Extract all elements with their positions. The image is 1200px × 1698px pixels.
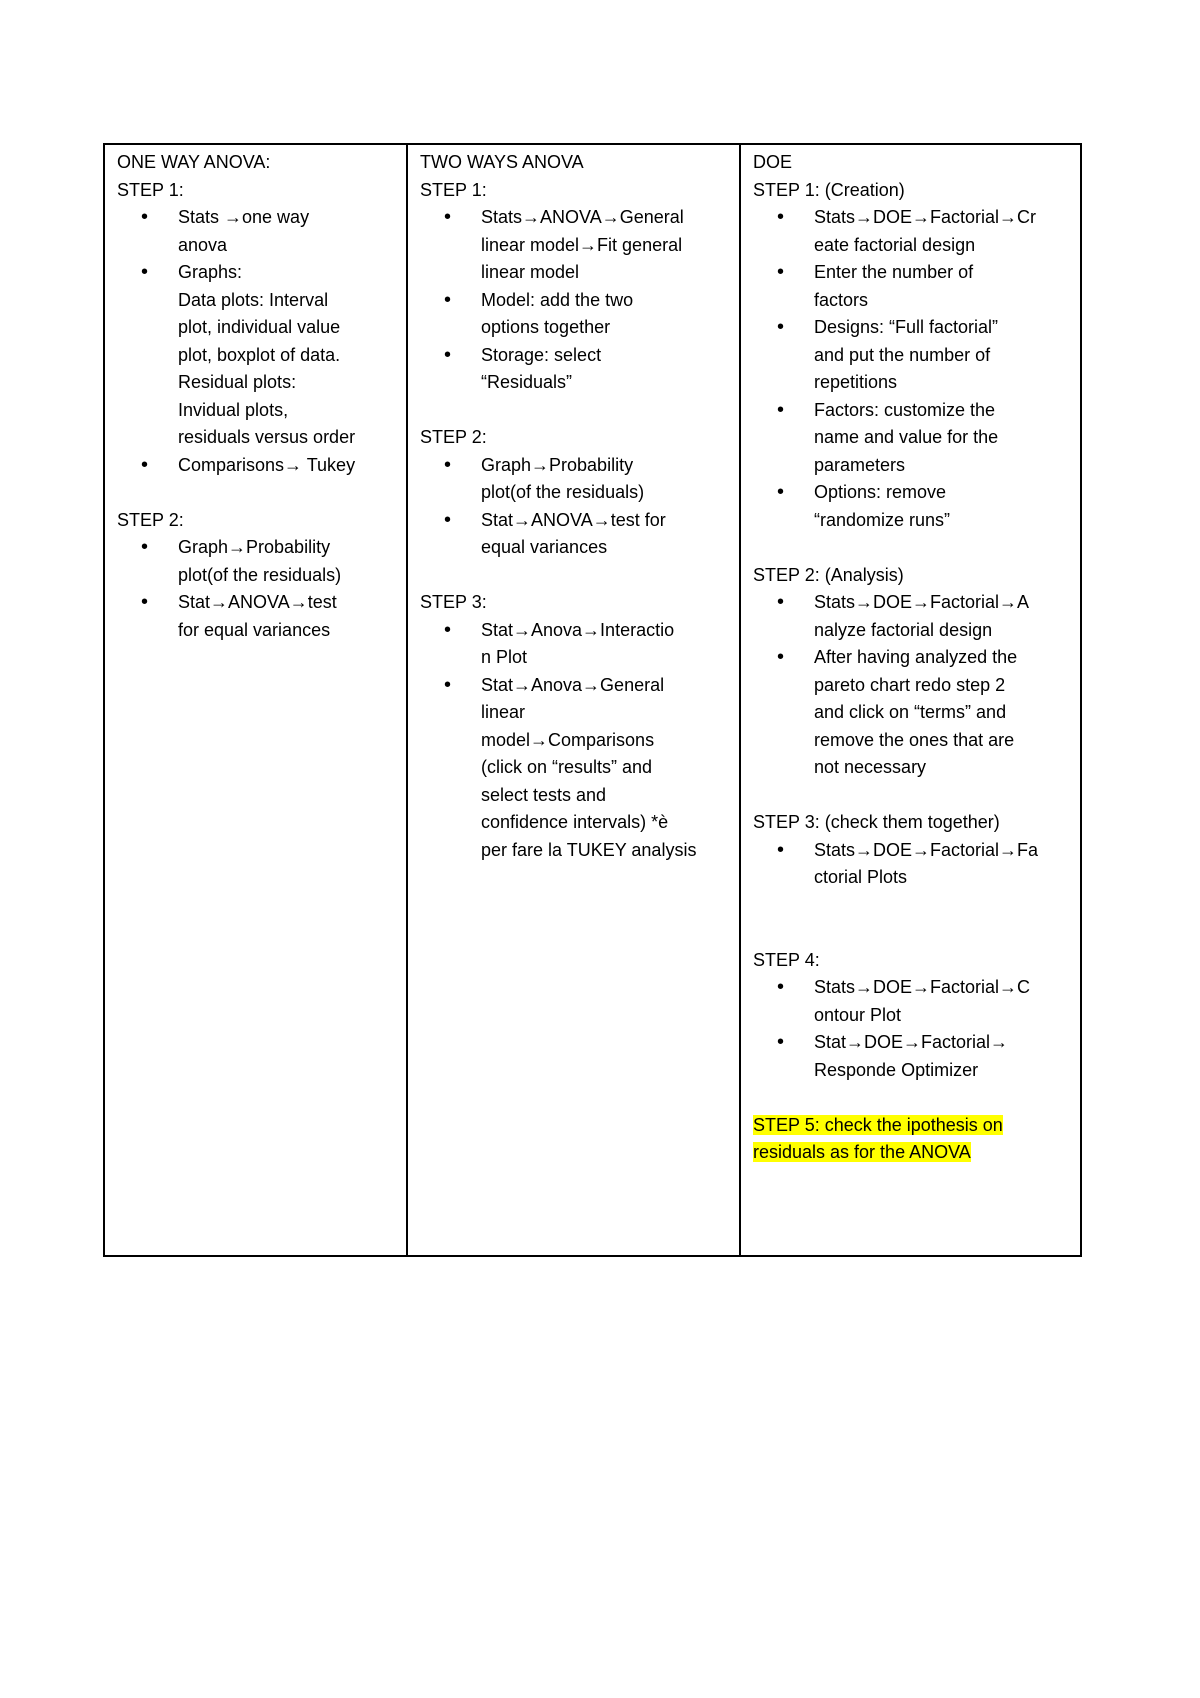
list-item-text: equal variances: [481, 537, 608, 557]
list-item-text: • Stats→DOE→Factorial→Cr: [814, 207, 1037, 227]
step-section: [753, 177, 1070, 535]
bullet-list: [420, 204, 729, 397]
list-item: [481, 287, 729, 342]
list-item-text: ontour Plot: [814, 1004, 902, 1025]
list-item-text: select tests and: [481, 784, 607, 805]
list-item: [178, 204, 396, 259]
step-section: [117, 177, 396, 480]
list-item-text: • Enter the number of: [814, 262, 974, 282]
spacer: [753, 782, 1070, 810]
list-item-text: ctorial Plots: [814, 867, 908, 887]
step-heading: STEP 2:: [420, 427, 487, 447]
bullet-list: [753, 974, 1070, 1084]
spacer: [420, 562, 729, 590]
step-section: [420, 177, 729, 397]
list-item: [178, 259, 396, 452]
list-item-text: name and value for the: [814, 427, 999, 447]
step-section: [753, 947, 1070, 1085]
list-item: [481, 452, 729, 507]
step-section: [420, 424, 729, 562]
highlighted-note-text: STEP 5: check the ipothesis on: [753, 1114, 1003, 1135]
list-item-text: confidence intervals) *è: [481, 812, 669, 832]
list-item-text: Residual plots:: [178, 372, 297, 392]
highlighted-note-text: residuals as for the ANOVA: [753, 1142, 971, 1162]
list-item: [481, 342, 729, 397]
one-way-anova-column: [104, 144, 407, 1256]
spacer: [753, 534, 1070, 562]
notes-table: [103, 143, 1082, 1257]
list-item-text: • Stats→DOE→Factorial→Fa: [814, 839, 1039, 860]
list-item: [481, 617, 729, 672]
list-item-text: and put the number of: [814, 344, 991, 365]
list-item-text: not necessary: [814, 757, 927, 777]
list-item: [814, 397, 1070, 480]
list-item-text: model→Comparisons: [481, 729, 655, 750]
table-row: [104, 144, 1081, 1256]
step-section: [420, 589, 729, 864]
list-item-text: Data plots: Interval: [178, 289, 329, 310]
list-item-text: • Stat→DOE→Factorial→: [814, 1032, 1009, 1052]
list-item-text: for equal variances: [178, 619, 331, 640]
list-item-text: per fare la TUKEY analysis: [481, 839, 697, 860]
spacer: [117, 479, 396, 507]
list-item: [814, 589, 1070, 644]
list-item-text: and click on “terms” and: [814, 702, 1007, 722]
list-item-text: • Model: add the two: [481, 289, 634, 310]
step-heading: STEP 1:: [117, 179, 184, 200]
bullet-list: [117, 534, 396, 644]
list-item-text: “randomize runs”: [814, 509, 951, 530]
step-heading: STEP 2:: [117, 509, 184, 530]
list-item-text: • Stats→DOE→Factorial→C: [814, 977, 1031, 997]
list-item: [814, 479, 1070, 534]
list-item-text: factors: [814, 289, 869, 310]
spacer: [117, 644, 396, 672]
step-heading: STEP 1:: [420, 179, 487, 200]
list-item-text: n Plot: [481, 647, 528, 667]
step-section: [117, 507, 396, 645]
list-item: [178, 589, 396, 644]
list-item: [814, 259, 1070, 314]
step-heading: STEP 3: (check them together): [753, 812, 1000, 832]
list-item-text: options together: [481, 317, 611, 337]
column-title: ONE WAY ANOVA:: [117, 152, 271, 172]
list-item-text: (click on “results” and: [481, 757, 653, 777]
bullet-list: [420, 452, 729, 562]
step-section: [753, 809, 1070, 892]
step-heading: STEP 2: (Analysis): [753, 564, 904, 585]
two-ways-anova-column: [407, 144, 740, 1256]
list-item: [481, 204, 729, 287]
bullet-list: [117, 204, 396, 479]
column-title: TWO WAYS ANOVA: [420, 152, 584, 172]
bullet-list: [753, 589, 1070, 782]
step-heading: STEP 4:: [753, 949, 820, 970]
list-item-text: eate factorial design: [814, 234, 976, 255]
list-item-text: • Graph→Probability: [481, 454, 634, 475]
list-item-text: nalyze factorial design: [814, 619, 993, 640]
bullet-list: [420, 617, 729, 865]
list-item-text: • After having analyzed the: [814, 647, 1018, 667]
list-item-text: “Residuals”: [481, 372, 573, 392]
list-item: [814, 644, 1070, 782]
spacer: [420, 864, 729, 892]
list-item-text: linear: [481, 702, 526, 722]
list-item-text: parameters: [814, 454, 906, 475]
list-item-text: • Graphs:: [178, 262, 243, 282]
list-item: [178, 452, 396, 480]
list-item-text: • Factors: customize the: [814, 399, 996, 420]
list-item: [814, 1029, 1070, 1084]
list-item-text: • Stat→ANOVA→test for: [481, 509, 666, 530]
list-item-text: • Stats →one way: [178, 207, 310, 227]
list-item-text: Responde Optimizer: [814, 1059, 979, 1080]
bullet-list: [753, 837, 1070, 892]
list-item-text: linear model: [481, 262, 580, 282]
step-section: [753, 562, 1070, 782]
list-item-text: • Stat→ANOVA→test: [178, 592, 337, 612]
list-item-text: plot, individual value: [178, 317, 341, 337]
list-item-text: plot, boxplot of data.: [178, 344, 341, 365]
list-item-text: residuals versus order: [178, 427, 356, 447]
spacer: [420, 397, 729, 425]
spacer: [753, 892, 1070, 947]
list-item-text: anova: [178, 234, 228, 255]
step-heading: STEP 3:: [420, 592, 487, 612]
list-item: [814, 204, 1070, 259]
list-item-text: • Graph→Probability: [178, 537, 331, 557]
step-heading: STEP 1: (Creation): [753, 179, 905, 200]
bullet-list: [753, 204, 1070, 534]
doe-column: [740, 144, 1081, 1256]
list-item-text: • Stats→DOE→Factorial→A: [814, 592, 1030, 612]
list-item-text: Invidual plots,: [178, 399, 289, 420]
list-item: [814, 837, 1070, 892]
list-item-text: • Designs: “Full factorial”: [814, 317, 999, 337]
list-item: [481, 507, 729, 562]
spacer: [753, 1084, 1070, 1112]
list-item-text: pareto chart redo step 2: [814, 674, 1006, 695]
list-item-text: • Options: remove: [814, 482, 947, 502]
list-item-text: • Stats→ANOVA→General: [481, 207, 684, 227]
list-item-text: • Stat→Anova→Interactio: [481, 619, 675, 640]
list-item-text: plot(of the residuals): [481, 482, 645, 502]
list-item-text: remove the ones that are: [814, 729, 1015, 750]
list-item-text: plot(of the residuals): [178, 564, 342, 585]
list-item-text: repetitions: [814, 372, 898, 392]
highlighted-note: [753, 1112, 1070, 1167]
list-item: [481, 672, 729, 865]
list-item-text: • Comparisons→ Tukey: [178, 454, 356, 475]
list-item: [814, 974, 1070, 1029]
column-title: DOE: [753, 152, 793, 172]
list-item: [178, 534, 396, 589]
list-item-text: • Storage: select: [481, 344, 602, 365]
list-item-text: • Stat→Anova→General: [481, 674, 665, 695]
list-item-text: linear model→Fit general: [481, 234, 683, 255]
list-item: [814, 314, 1070, 397]
